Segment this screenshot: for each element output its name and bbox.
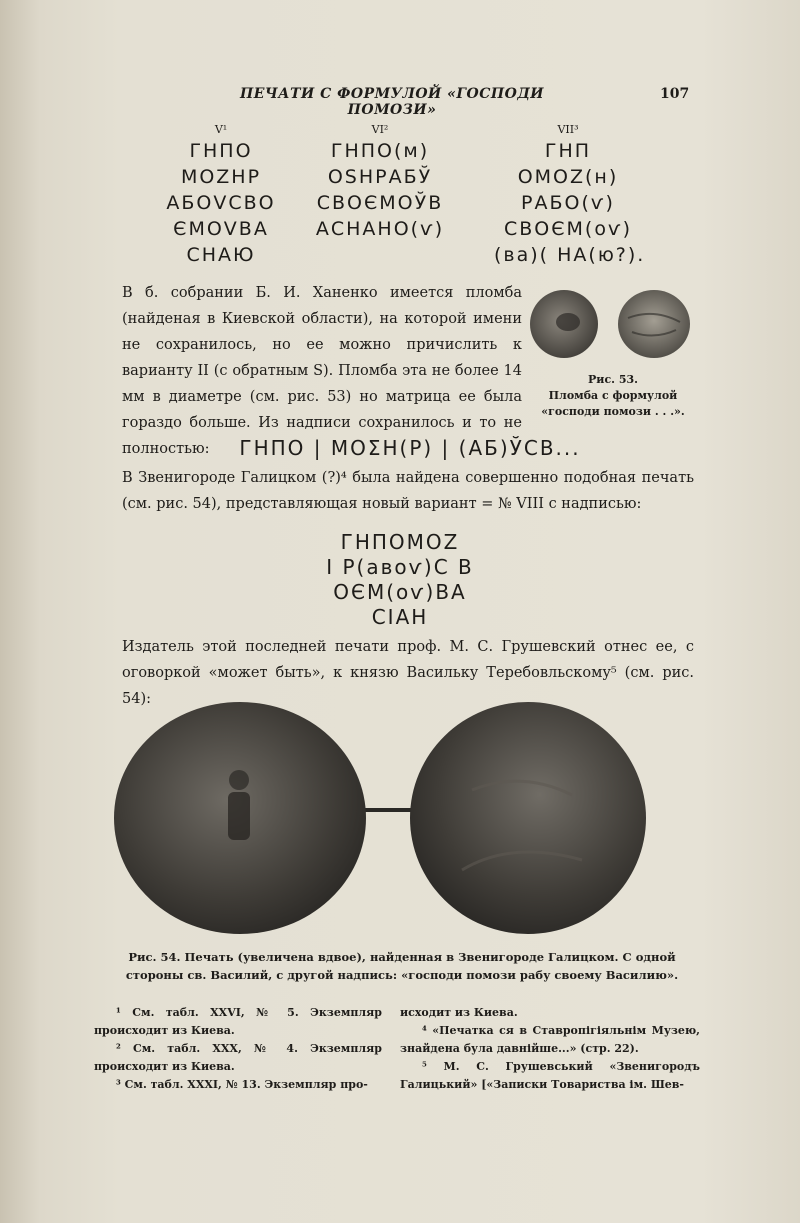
figure-53-caption bbox=[528, 372, 698, 420]
footnote-5: ⁵ М. С. Грушевський «Звенигородъ Галицький» [«Записки Товариства ім. Шев- bbox=[400, 1060, 700, 1091]
seal-photo-fig53 bbox=[528, 288, 696, 362]
inscription-line: ОЄМ(оѵ)ВА bbox=[333, 580, 467, 604]
inscription-line: ОЅНРАБЎ bbox=[327, 166, 433, 188]
variant-column-vii bbox=[494, 123, 646, 268]
running-title: ПЕЧАТИ С ФОРМУЛОЙ «ГОСПОДИ ПОМОЗИ» bbox=[239, 86, 544, 118]
variant-label: VII³ bbox=[557, 123, 579, 136]
inscription-line: РАБО(ѵ) bbox=[521, 192, 615, 214]
inscription-line: І Р(авоѵ)С В bbox=[326, 555, 474, 579]
inscription-line: ОМОΖ(н) bbox=[517, 166, 619, 188]
variant-column-vi bbox=[312, 123, 448, 242]
variant-label: V¹ bbox=[214, 123, 228, 136]
inscription-line: ГНПО bbox=[189, 140, 253, 162]
footnote-1: ¹ См. табл. XXVI, № 5. Экземпляр происходит из Киева. bbox=[94, 1006, 382, 1037]
inscription-line: ГНПО(м) bbox=[330, 140, 430, 162]
footnotes-right-column bbox=[400, 1004, 700, 1094]
inscription-line: СНАЮ bbox=[186, 244, 256, 266]
figure-54-caption: Рис. 54. Печать (увеличена вдвое), найденная в Звенигороде Галицком. С одной стороны св. Василий, с другой надпись: «господи помози рабу своему Василию». bbox=[125, 950, 679, 982]
page-number: 107 bbox=[660, 86, 690, 102]
variant-label: VI² bbox=[371, 123, 389, 136]
inscription-line: ГНП bbox=[544, 140, 592, 162]
inscription-line: МОΖНР bbox=[180, 166, 262, 188]
partial-inscription: ГНПО | МОΣН(Р) | (АБ)ЎСВ... bbox=[239, 436, 581, 460]
variant-column-v bbox=[166, 123, 276, 268]
footnote-4: ⁴ «Печатка ся в Ставропігіяльнім Музею, знайдена була давнійше...» (стр. 22). bbox=[400, 1024, 700, 1055]
paragraph-zvenigorod: В Звенигороде Галицком (?)⁴ была найдена совершенно подобная печать (см. рис. 54), представляющая новый вариант = № VIII с надписью: bbox=[122, 470, 694, 512]
footnote-3-continued: исходит из Киева. bbox=[400, 1006, 518, 1019]
inscription-line: АСНАНО(ѵ) bbox=[315, 218, 445, 240]
figure-caption-text: Пломба с формулой «господи помози . . .». bbox=[541, 389, 685, 418]
inscription-line: СВОЄМ(оѵ) bbox=[503, 218, 632, 240]
paragraph-khanenko-seal: В б. собрании Б. И. Ханенко имеется пломба (найденая в Киевской области), на которой имени не сохранилось, но ее можно причислить к варианту II (с обратным Ѕ). Пломба эта не более 14 мм в диаметре (см. рис. 53) но матрица ее была гораздо больше. Из надписи сохранилось и то не полностью: bbox=[122, 285, 522, 457]
inscription-variant-viii bbox=[250, 530, 550, 630]
footnotes-left-column bbox=[94, 1004, 382, 1094]
inscription-line: (ва)( НА(ю?). bbox=[494, 244, 646, 266]
footnote-3: ³ См. табл. XXXI, № 13. Экземпляр про- bbox=[116, 1078, 368, 1091]
inscription-line: АБОVСВО bbox=[166, 192, 276, 214]
inscription-line: ГНПОМОΖ bbox=[340, 530, 460, 554]
footnote-2: ² См. табл. XXX, № 4. Экземпляр происходит из Киева. bbox=[94, 1042, 382, 1073]
paragraph-grushevsky: Издатель этой последней печати проф. М. С. Грушевский отнес ее, с оговоркой «может быть», к князю Васильку Теребовльскому⁵ (см. рис. 54): bbox=[122, 639, 694, 707]
inscription-line: ЄМОVВА bbox=[173, 218, 269, 240]
inscription-line: СІАН bbox=[371, 605, 429, 629]
seal-photo-fig54 bbox=[112, 700, 692, 940]
inscription-line: СВОЄМОЎВ bbox=[316, 192, 444, 214]
figure-number: Рис. 53. bbox=[588, 373, 638, 386]
